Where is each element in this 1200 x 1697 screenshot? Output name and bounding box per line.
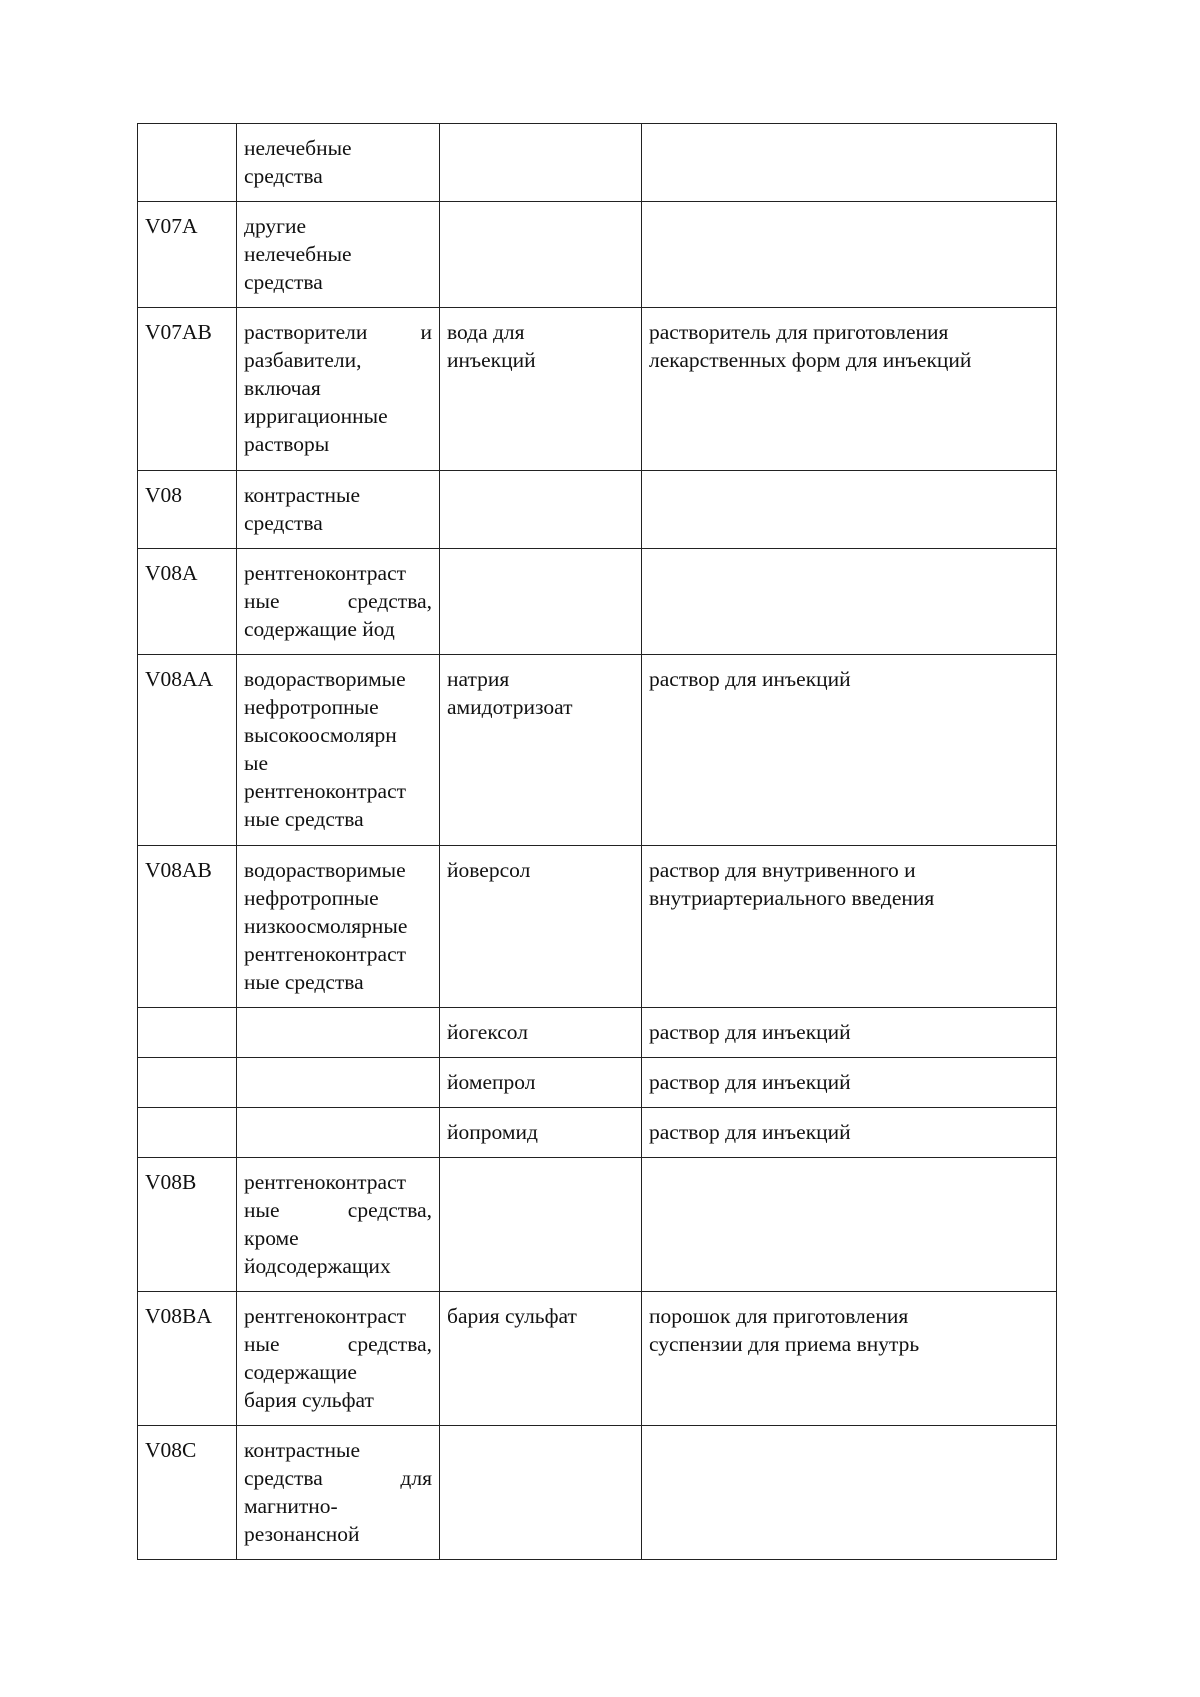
group-cell [237, 124, 440, 202]
dosage-form-line: раствор для внутривенного и [649, 858, 916, 882]
group-line: низкоосмолярные [244, 914, 408, 938]
drug-cell [440, 1158, 642, 1292]
group-line: высокоосмолярн [244, 723, 397, 747]
group-cell [237, 549, 440, 655]
group-line: растворы [244, 432, 330, 456]
atc-code: V08 [145, 483, 183, 507]
group-line: ирригационные [244, 404, 388, 428]
group-line: ные средства, [244, 1198, 432, 1222]
group-line: йодсодержащих [244, 1254, 391, 1278]
drug-cell [440, 1426, 642, 1560]
atc-code-cell [138, 655, 237, 846]
atc-code-cell [138, 1108, 237, 1158]
drug-line: бария сульфат [447, 1304, 577, 1328]
table-row [138, 471, 1057, 549]
group-line: содержащие йод [244, 617, 395, 641]
table-row [138, 202, 1057, 308]
drug-line: йоверсол [447, 858, 531, 882]
group-line: средства [244, 164, 323, 188]
group-line: нелечебные [244, 136, 352, 160]
atc-code-cell [138, 1058, 237, 1108]
atc-code-cell [138, 202, 237, 308]
dosage-form-line: раствор для инъекций [649, 667, 851, 691]
atc-code-cell [138, 1426, 237, 1560]
group-line: водорастворимые [244, 667, 406, 691]
atc-code: V08BA [145, 1304, 212, 1328]
atc-code: V07A [145, 214, 198, 238]
group-line: ные средства [244, 970, 364, 994]
drug-line: амидотризоат [447, 695, 573, 719]
dosage-form-cell [642, 202, 1057, 308]
table-row [138, 1158, 1057, 1292]
group-line: ые [244, 751, 268, 775]
drug-line: инъекций [447, 348, 536, 372]
atc-code: V08AA [145, 667, 214, 691]
drug-line: вода для [447, 320, 525, 344]
atc-code: V08B [145, 1170, 197, 1194]
dosage-form-line: внутриартериального введения [649, 886, 935, 910]
drug-line: натрия [447, 667, 510, 691]
drug-cell [440, 846, 642, 1008]
drug-line: йогексол [447, 1020, 528, 1044]
drug-cell [440, 1292, 642, 1426]
group-line: нефротропные [244, 695, 379, 719]
dosage-form-line: лекарственных форм для инъекций [649, 348, 972, 372]
atc-code-cell [138, 1158, 237, 1292]
drug-cell [440, 471, 642, 549]
dosage-form-cell [642, 1008, 1057, 1058]
table-row [138, 549, 1057, 655]
atc-code: V08C [145, 1438, 197, 1462]
group-line: содержащие [244, 1360, 357, 1384]
group-line: нефротропные [244, 886, 379, 910]
dosage-form-cell [642, 1426, 1057, 1560]
dosage-form-line: раствор для инъекций [649, 1020, 851, 1044]
atc-code-cell [138, 308, 237, 471]
group-line: водорастворимые [244, 858, 406, 882]
drug-cell [440, 549, 642, 655]
dosage-form-cell [642, 471, 1057, 549]
group-line: другие [244, 214, 307, 238]
table-row [138, 1108, 1057, 1158]
group-line: кроме [244, 1226, 299, 1250]
drug-table [137, 123, 1057, 1560]
group-cell [237, 308, 440, 471]
dosage-form-line: растворитель для приготовления [649, 320, 949, 344]
dosage-form-line: раствор для инъекций [649, 1120, 851, 1144]
group-line: средства [244, 511, 323, 535]
group-cell [237, 1158, 440, 1292]
dosage-form-line: суспензии для приема внутрь [649, 1332, 920, 1356]
atc-code-cell [138, 124, 237, 202]
drug-cell [440, 202, 642, 308]
dosage-form-cell [642, 1108, 1057, 1158]
group-line: включая [244, 376, 321, 400]
atc-code-cell [138, 1292, 237, 1426]
drug-table-body [138, 124, 1057, 1560]
drug-line: йомепрол [447, 1070, 536, 1094]
table-row [138, 308, 1057, 471]
group-line: ные средства, [244, 1332, 432, 1356]
table-row [138, 655, 1057, 846]
dosage-form-cell [642, 655, 1057, 846]
group-line: контрастные [244, 1438, 360, 1462]
group-line: контрастные [244, 483, 360, 507]
table-row [138, 124, 1057, 202]
group-cell [237, 846, 440, 1008]
atc-code-cell [138, 1008, 237, 1058]
dosage-form-line: порошок для приготовления [649, 1304, 909, 1328]
drug-line: йопромид [447, 1120, 538, 1144]
group-cell [237, 1292, 440, 1426]
dosage-form-cell [642, 308, 1057, 471]
drug-cell [440, 1058, 642, 1108]
group-cell [237, 1058, 440, 1108]
group-cell [237, 202, 440, 308]
group-line: нелечебные [244, 242, 352, 266]
group-line: магнитно- [244, 1494, 338, 1518]
dosage-form-cell [642, 124, 1057, 202]
group-cell [237, 471, 440, 549]
group-line: растворители и [244, 320, 432, 344]
group-line: рентгеноконтраст [244, 779, 407, 803]
group-line: рентгеноконтраст [244, 561, 407, 585]
drug-cell [440, 308, 642, 471]
group-cell [237, 655, 440, 846]
group-line: рентгеноконтраст [244, 1170, 407, 1194]
group-line: рентгеноконтраст [244, 1304, 407, 1328]
atc-code-cell [138, 846, 237, 1008]
group-line: ные средства, [244, 589, 432, 613]
drug-cell [440, 655, 642, 846]
table-row [138, 1008, 1057, 1058]
atc-code: V07AB [145, 320, 212, 344]
table-row [138, 1426, 1057, 1560]
group-line: разбавители, [244, 348, 362, 372]
group-line: рентгеноконтраст [244, 942, 407, 966]
table-row [138, 1292, 1057, 1426]
dosage-form-cell [642, 1058, 1057, 1108]
dosage-form-cell [642, 549, 1057, 655]
table-row [138, 846, 1057, 1008]
drug-cell [440, 1008, 642, 1058]
atc-code: V08AB [145, 858, 212, 882]
dosage-form-line: раствор для инъекций [649, 1070, 851, 1094]
group-line: средства для [244, 1466, 432, 1490]
atc-code-cell [138, 549, 237, 655]
atc-code: V08A [145, 561, 198, 585]
dosage-form-cell [642, 1292, 1057, 1426]
drug-cell [440, 1108, 642, 1158]
dosage-form-cell [642, 1158, 1057, 1292]
group-line: резонансной [244, 1522, 360, 1546]
group-line: бария сульфат [244, 1388, 374, 1412]
drug-cell [440, 124, 642, 202]
group-cell [237, 1008, 440, 1058]
group-cell [237, 1108, 440, 1158]
atc-code-cell [138, 471, 237, 549]
group-line: ные средства [244, 807, 364, 831]
group-cell [237, 1426, 440, 1560]
group-line: средства [244, 270, 323, 294]
table-row [138, 1058, 1057, 1108]
dosage-form-cell [642, 846, 1057, 1008]
